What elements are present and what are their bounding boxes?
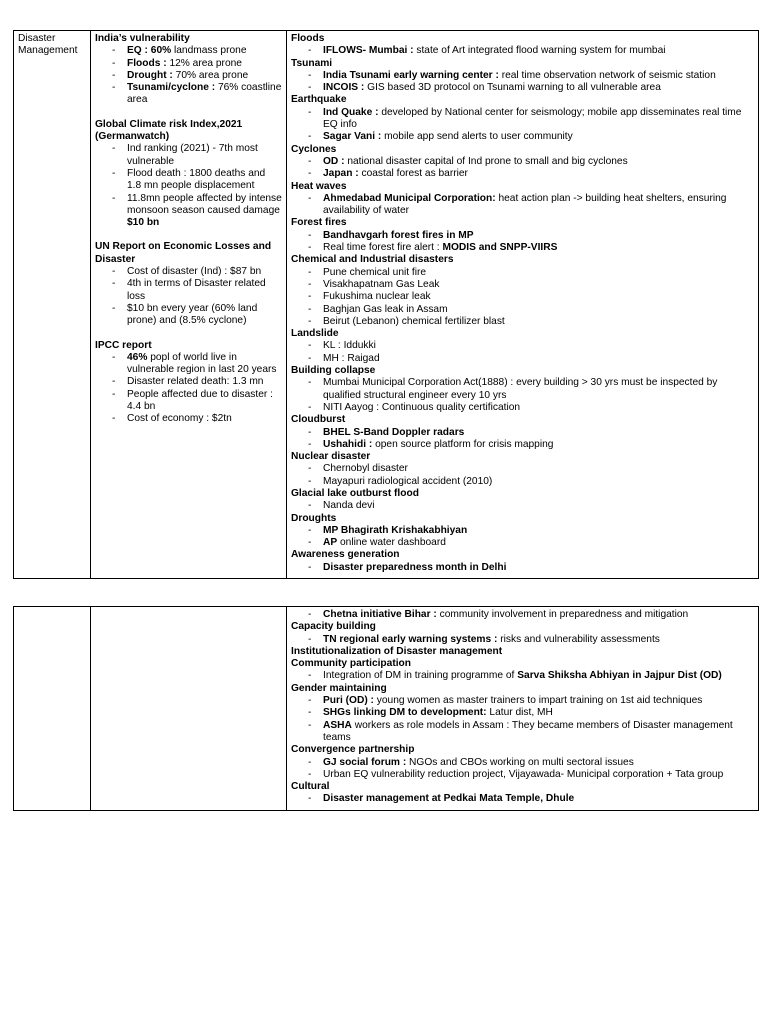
list-item — [291, 562, 754, 574]
item-text: coastal forest as barrier — [358, 168, 468, 180]
list-item — [291, 267, 754, 279]
item-text: People affected due to disaster : 4.4 bn — [127, 388, 273, 413]
bold-text: Ahmedabad Municipal Corporation: — [323, 192, 496, 204]
list-item — [291, 291, 754, 303]
list-item — [95, 303, 282, 328]
list-item — [291, 793, 754, 805]
category-cell — [14, 31, 91, 579]
bold-text: Drought : — [127, 69, 173, 81]
bullet-list — [95, 352, 282, 426]
item-text: Fukushima nuclear leak — [323, 291, 431, 303]
item-text: workers as role models in Assam : They became members of Disaster management teams — [323, 719, 733, 743]
section-heading: Building collapse — [291, 365, 376, 377]
item-text: popl of world live in vulnerable region in last 20 years — [127, 351, 277, 376]
bullet-list — [291, 695, 754, 744]
section-heading: Chemical and Industrial disasters — [291, 254, 454, 266]
list-item — [291, 107, 754, 132]
item-text: Urban EQ vulnerability reduction project, Vijayawada- Municipal corporation + Tata group — [323, 768, 724, 780]
bold-text: Floods : — [127, 57, 167, 69]
list-item — [291, 707, 754, 719]
item-text: Mumbai Municipal Corporation Act(1888) : every building > 30 yrs must be inspected by qualified structural engineer every 10 yrs — [323, 377, 718, 401]
disasters-cell — [287, 31, 759, 579]
bullet-list — [291, 609, 754, 621]
bold-text: AP — [323, 537, 338, 549]
item-text: Mayapuri radiological accident (2010) — [323, 475, 493, 487]
section-heading: Landslide — [291, 328, 339, 340]
list-item — [95, 168, 282, 193]
bold-text: 46% — [127, 351, 148, 363]
bullet-list — [291, 107, 754, 144]
list-item — [291, 304, 754, 316]
list-item — [291, 525, 754, 537]
item-text: MH : Raigad — [323, 352, 380, 364]
list-item — [95, 45, 282, 57]
list-item — [291, 463, 754, 475]
bold-text: Japan : — [323, 168, 359, 180]
section-heading: Nuclear disaster — [291, 451, 371, 463]
bold-text: Disaster preparedness month in Delhi — [323, 561, 507, 573]
bold-text: GJ social forum : — [323, 756, 407, 768]
bullet-list — [291, 377, 754, 414]
empty-cell — [14, 607, 91, 811]
item-text: Cost of disaster (Ind) : $87 bn — [127, 266, 262, 278]
bold-text: OD : — [323, 155, 345, 167]
list-item — [291, 720, 754, 745]
list-item — [291, 377, 754, 402]
list-item — [291, 439, 754, 451]
category-label: Disaster Management — [18, 33, 78, 57]
list-item — [291, 316, 754, 328]
list-item — [291, 427, 754, 439]
section-heading: Tsunami — [291, 57, 333, 69]
item-text: 12% area prone — [166, 57, 242, 69]
section-heading: Awareness generation — [291, 549, 400, 561]
bullet-list — [291, 45, 754, 57]
list-item — [291, 769, 754, 781]
item-text: Latur dist, MH — [486, 707, 553, 719]
table-row — [14, 31, 759, 579]
item-text: heat action plan -> building heat shelters, ensuring availability of water — [323, 192, 727, 217]
list-item — [291, 670, 754, 682]
bold-text: Chetna initiative Bihar : — [323, 609, 437, 620]
section-heading: IPCC report — [95, 339, 152, 351]
section-heading: Glacial lake outburst flood — [291, 487, 419, 499]
item-text: developed by National center for seismology; mobile app disseminates real time EQ info — [323, 106, 742, 131]
item-text: Flood death : 1800 deaths and 1.8 mn people displacement — [127, 167, 266, 192]
stats-cell — [91, 31, 287, 579]
item-text: mobile app send alerts to user community — [381, 131, 573, 143]
list-item — [291, 500, 754, 512]
item-text: community involvement in preparedness and mitigation — [436, 609, 689, 620]
notes-table-1 — [13, 30, 759, 579]
bold-text: TN regional early warning systems : — [323, 633, 498, 645]
bold-text: IFLOWS- Mumbai : — [323, 45, 414, 57]
item-text: young women as master trainers to impart training on 1st aid techniques — [373, 695, 703, 707]
practices-content — [291, 609, 754, 806]
bullet-list — [291, 793, 754, 805]
list-item — [291, 695, 754, 707]
item-text: 76% coastline area — [127, 82, 282, 106]
item-text: GIS based 3D protocol on Tsunami warning to all vulnerable area — [364, 82, 661, 94]
list-item — [291, 156, 754, 168]
section-heading: Forest fires — [291, 217, 347, 229]
disasters-content — [291, 33, 754, 574]
bold-text: BHEL S-Band Doppler radars — [323, 426, 465, 438]
bold-text: INCOIS : — [323, 82, 365, 94]
section-heading: Convergence partnership — [291, 744, 415, 756]
bullet-list — [291, 230, 754, 255]
section-heading: Cyclones — [291, 143, 337, 155]
item-text: open source platform for crisis mapping — [372, 438, 554, 450]
item-text: risks and vulnerability assessments — [497, 633, 660, 645]
item-text: online water dashboard — [337, 537, 446, 549]
list-item — [291, 82, 754, 94]
item-text: Cost of economy : $2tn — [127, 413, 232, 425]
item-text: 11.8mn people affected by intense monsoon season caused damage — [127, 192, 282, 216]
section-heading: Global Climate risk Index,2021 (Germanwatch) — [95, 118, 243, 143]
bullet-list — [291, 463, 754, 488]
section-heading: Droughts — [291, 512, 337, 524]
item-text: NGOs and CBOs working on multi sectoral issues — [406, 756, 634, 768]
bullet-list — [291, 500, 754, 512]
list-item — [291, 168, 754, 180]
bold-text: Ind Quake : — [323, 106, 379, 118]
notes-table-2 — [13, 606, 759, 811]
bullet-list — [291, 193, 754, 218]
item-text: Pune chemical unit fire — [323, 266, 427, 278]
stats-content — [95, 33, 282, 426]
bullet-list — [291, 757, 754, 782]
section-heading: Floods — [291, 33, 325, 44]
item-text: Visakhapatnam Gas Leak — [323, 278, 440, 290]
bullet-list — [95, 266, 282, 327]
item-text: 4th in terms of Disaster related loss — [127, 278, 266, 302]
bold-text: SHGs linking DM to development: — [323, 707, 487, 719]
section-heading: Gender maintaining — [291, 682, 387, 694]
bold-text: EQ : 60% — [127, 45, 172, 57]
list-item — [291, 634, 754, 646]
list-item — [291, 230, 754, 242]
item-text: Real time forest fire alert : — [323, 242, 443, 254]
list-item — [291, 131, 754, 143]
table-row — [14, 607, 759, 811]
item-text: Disaster related death: 1.3 mn — [127, 376, 264, 388]
list-item — [291, 353, 754, 365]
bold-text: Tsunami/cyclone : — [127, 82, 216, 94]
list-item — [95, 278, 282, 303]
item-text: state of Art integrated flood warning system for mumbai — [413, 45, 666, 57]
list-item — [95, 413, 282, 425]
item-text: Nanda devi — [323, 500, 375, 512]
list-item — [291, 242, 754, 254]
item-text: landmass prone — [171, 45, 247, 57]
bullet-list — [291, 156, 754, 181]
list-item — [291, 45, 754, 57]
bold-text: MODIS and SNPP-VIIRS — [442, 242, 558, 254]
list-item — [95, 58, 282, 70]
bold-text: MP Bhagirath Krishakabhiyan — [323, 524, 468, 536]
item-text: 70% area prone — [172, 69, 249, 81]
list-item — [95, 266, 282, 278]
section-heading: UN Report on Economic Losses and Disaster — [95, 241, 272, 265]
list-item — [95, 376, 282, 388]
section-heading: Cultural — [291, 781, 330, 793]
bullet-list — [291, 340, 754, 365]
bullet-list — [291, 634, 754, 646]
section-heading: Heat waves — [291, 180, 347, 192]
list-item — [95, 389, 282, 414]
bullet-list — [291, 525, 754, 550]
list-item — [291, 70, 754, 82]
section-heading: Cloudburst — [291, 414, 346, 426]
list-item — [291, 193, 754, 218]
section-heading: Community participation — [291, 658, 411, 670]
item-text: KL : Iddukki — [323, 340, 376, 352]
item-text: Chernobyl disaster — [323, 463, 408, 475]
bold-text: Puri (OD) : — [323, 695, 374, 707]
item-text: national disaster capital of Ind prone to small and big cyclones — [344, 155, 628, 167]
item-text: $10 bn every year (60% land prone) and (8.5% cyclone) — [127, 302, 258, 327]
list-item — [95, 82, 282, 107]
item-text: Beirut (Lebanon) chemical fertilizer blast — [323, 315, 505, 327]
bold-text: Ushahidi : — [323, 438, 373, 450]
bold-text: Sarva Shiksha Abhiyan in Jajpur Dist (OD) — [517, 670, 722, 682]
empty-cell — [91, 607, 287, 811]
practices-cell — [287, 607, 759, 811]
bold-text: ASHA — [323, 719, 352, 731]
bullet-list — [291, 267, 754, 328]
bullet-list — [291, 562, 754, 574]
list-item — [291, 537, 754, 549]
list-item — [291, 476, 754, 488]
bold-text: Bandhavgarh forest fires in MP — [323, 229, 474, 241]
item-text: Integration of DM in training programme of — [323, 670, 518, 682]
bold-text: India Tsunami early warning center : — [323, 69, 499, 81]
section-heading: Earthquake — [291, 94, 347, 106]
list-item — [95, 193, 282, 230]
item-text: Ind ranking (2021) - 7th most vulnerable — [127, 143, 258, 167]
list-item — [291, 757, 754, 769]
bullet-list — [291, 670, 754, 682]
list-item — [95, 352, 282, 377]
list-item — [291, 402, 754, 414]
item-text: real time observation network of seismic station — [498, 69, 716, 81]
bullet-list — [291, 70, 754, 95]
list-item — [291, 279, 754, 291]
item-text: Baghjan Gas leak in Assam — [323, 303, 448, 315]
section-heading: Capacity building — [291, 621, 376, 633]
section-heading: Institutionalization of Disaster management — [291, 645, 503, 657]
section-heading: India’s vulnerability — [95, 33, 190, 44]
bold-text: Disaster management at Pedkai Mata Temple, Dhule — [323, 793, 575, 805]
list-item — [291, 609, 754, 621]
item-text: NITI Aayog : Continuous quality certification — [323, 401, 521, 413]
bullet-list — [291, 427, 754, 452]
list-item — [95, 70, 282, 82]
bold-text: $10 bn — [127, 217, 160, 229]
bullet-list — [95, 143, 282, 229]
bold-text: Sagar Vani : — [323, 131, 382, 143]
list-item — [291, 340, 754, 352]
bullet-list — [95, 45, 282, 106]
list-item — [95, 143, 282, 168]
